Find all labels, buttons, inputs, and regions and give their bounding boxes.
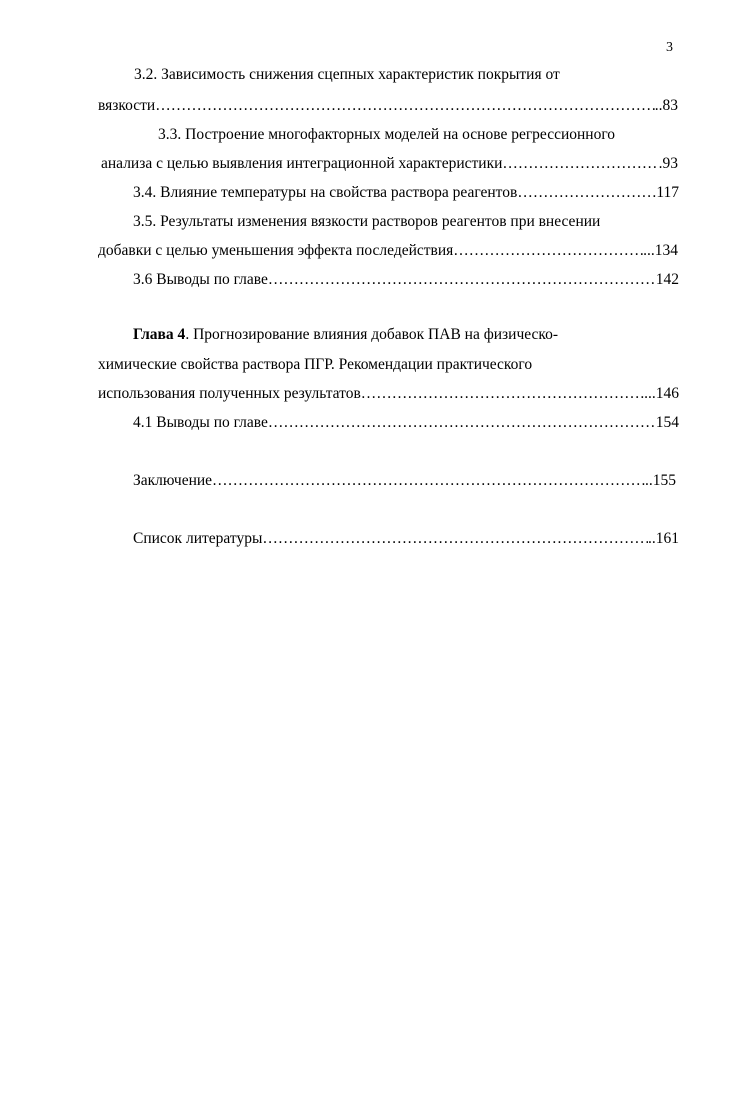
toc-entry-3-4 [133,184,679,202]
toc-entry-3-2-title: 3.2. Зависимость снижения сцепных характеристик покрытия от [134,66,560,83]
dot-leader [517,184,656,202]
toc-entry-3-3-page: .93 [658,155,678,172]
toc-chapter-4-leader [98,385,679,403]
dot-leader [268,414,656,432]
toc-entry-3-4-page: 117 [656,184,679,201]
toc-entry-4-1-page: 154 [655,414,679,431]
toc-references [133,530,679,548]
dot-leader [361,385,644,403]
toc-chapter-4-title-cont: химические свойства раствора ПГР. Рекомендации практического [98,356,533,373]
toc-entry-3-6 [133,271,679,289]
toc-entry-3-6-page: 142 [655,271,679,288]
toc-entry-3-5-title: 3.5. Результаты изменения вязкости растворов реагентов при внесении [133,213,601,230]
toc-entry-3-3-leader [101,155,678,173]
toc-chapter-4-title-cont2: использования полученных результатов [98,385,361,402]
toc-entry-3-2-leader [98,97,678,115]
page-number: 3 [666,40,673,55]
toc-entry-3-5-title-cont: добавки с целью уменьшения эффекта последействия [98,242,454,259]
toc-entry-3-2-page: ..83 [654,97,678,114]
dot-leader [155,97,655,115]
toc-entry-4-1 [133,414,679,432]
chapter-4-label: Глава 4 [133,326,186,343]
toc-references-title: Список литературы [133,530,263,547]
dot-leader [262,530,648,548]
toc-references-page: ..161 [648,530,679,547]
toc-entry-3-5-page: ...134 [643,242,678,259]
toc-entry-4-1-title: 4.1 Выводы по главе [133,414,268,431]
dot-leader [268,271,656,289]
toc-entry-3-2-title-cont: вязкости [98,97,156,114]
toc-entry-3-4-title: 3.4. Влияние температуры на свойства раствора реагентов [133,184,518,201]
dot-leader [502,155,658,173]
toc-conclusion-title: Заключение [133,472,213,489]
toc-conclusion-page: ..155 [645,472,676,489]
toc-entry-3-3-title-cont: анализа с целью выявления интеграционной характеристики [101,155,503,172]
chapter-4-title-text: . Прогнозирование влияния добавок ПАВ на физическо- [185,326,559,343]
toc-chapter-4-page: ...146 [644,385,679,402]
dot-leader [212,472,645,490]
toc-entry-3-6-title: 3.6 Выводы по главе [133,271,268,288]
toc-conclusion [133,472,676,490]
dot-leader [453,242,643,260]
toc-chapter-4-title [133,326,558,344]
toc-entry-3-5-leader [98,242,678,260]
toc-entry-3-3-title: 3.3. Построение многофакторных моделей на основе регрессионного [158,126,616,143]
